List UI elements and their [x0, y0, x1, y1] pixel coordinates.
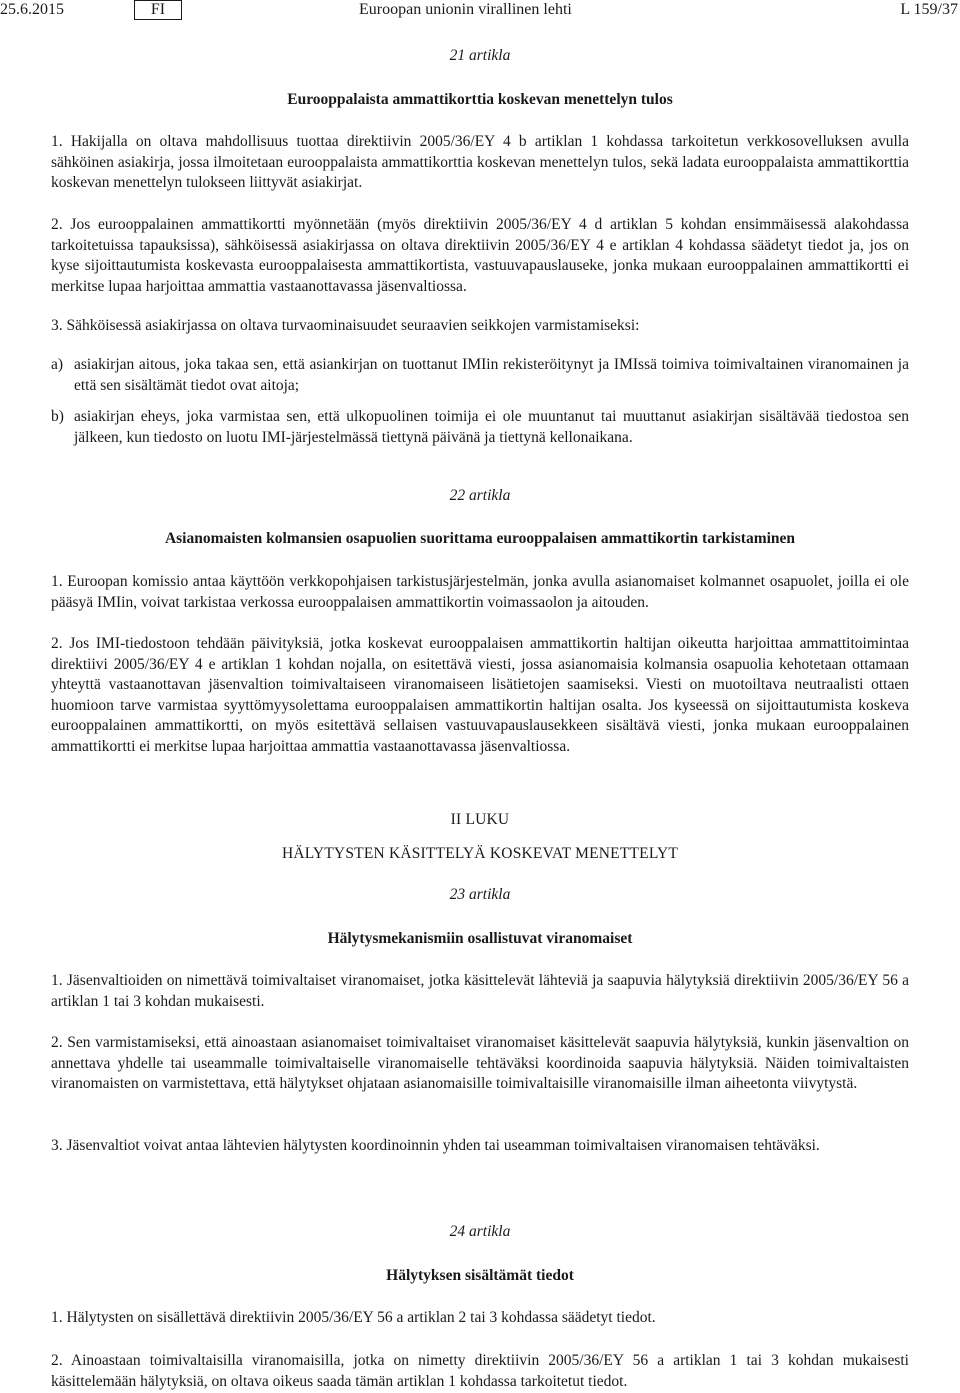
- page-reference: L 159/37: [900, 1, 958, 18]
- journal-title: Euroopan unionin virallinen lehti: [359, 1, 572, 18]
- item-b-text: asiakirjan eheys, joka varmistaa sen, että ulkopuolinen toimija ei ole muuntanut tai muuttanut asiakirjan sisältävää tiedostoa sen jälkeen, kun tiedosto on luotu IMI-järjestelmässä tiettynä päivänä ja tiettynä kellonaikana.: [74, 408, 909, 446]
- chapter-2-title: HÄLYTYSTEN KÄSITTELYÄ KOSKEVAT MENETTELYT: [281, 845, 679, 862]
- item-a-label: a): [51, 356, 64, 373]
- article-24-paragraph-2: 2. Ainoastaan toimivaltaisilla viranomaisilla, jotka on nimetty direktiivin 2005/36/EY 56 a artiklan 1 tai 3 kohdan mukaisesti käsittelemään hälytyksiä, on oltava oikeus saada tämän artiklan 1 kohdassa tarkoitetut tiedot.: [51, 1352, 909, 1390]
- article-21-paragraph-1: 1. Hakijalla on oltava mahdollisuus tuottaa direktiivin 2005/36/EY 4 b artiklan 1 kohdassa tarkoitetun verkkosovelluksen avulla sähköinen asiakirja, jossa ilmoitetaan eurooppalaista ammattikorttia koskevan menettelyn tulos, sekä ladata eurooppalaista ammattikorttia koskevan menettelyn tulokseen liittyvät asiakirjat.: [51, 133, 909, 191]
- article-23-number: 23 artikla: [449, 886, 511, 903]
- article-22-number: 22 artikla: [449, 487, 511, 504]
- publication-date: 25.6.2015: [0, 1, 64, 18]
- article-22-paragraph-1: 1. Euroopan komissio antaa käyttöön verkkopohjaisen tarkistusjärjestelmän, jonka avulla asianomaiset kolmannet osapuolet, joilla ei ole pääsyä IMIin, voivat tarkistaa verkossa eurooppalaisen ammattikortin voimassaolon ja aitouden.: [51, 573, 909, 611]
- chapter-2-number: II LUKU: [450, 811, 510, 828]
- article-23-title: Hälytysmekanismiin osallistuvat viranomaiset: [327, 930, 633, 947]
- article-22-paragraph-2: 2. Jos IMI-tiedostoon tehdään päivityksiä, jotka koskevat eurooppalaisen ammattikortin haltijan oikeutta harjoittaa ammattitoimintaa direktiivi 2005/36/EY 4 e artiklan 1 kohdan nojalla, on esitettävä viesti, jossa asianomaisia kolmansia osapuolia kehotetaan ottamaan yhteyttä vastaanottavan jäsenvaltion toimivaltaiseen viranomaiseen lisätietojen saamiseksi. Viesti on muotoiltava neutraalisti ottaen huomioon tarve varmistaa syyttömyysolettama eurooppalaisen ammattikortin haltijan osalta. Jos kyseessä on sijoittautumista koskeva eurooppalainen ammattikortti, on myös esitettävä sellaisen vastuuvapauslausekkeen sisältävä viesti, jonka mukaan eurooppalainen ammattikortti ei merkitse lupaa harjoittaa ammattia vastaanottavassa jäsenvaltiossa.: [51, 635, 909, 755]
- article-21-title: Eurooppalaista ammattikorttia koskevan menettelyn tulos: [287, 91, 673, 108]
- article-21-paragraph-3: 3. Sähköisessä asiakirjassa on oltava turvaominaisuudet seuraavien seikkojen varmistamiseksi:: [51, 317, 640, 334]
- article-23-paragraph-1: 1. Jäsenvaltioiden on nimettävä toimivaltaiset viranomaiset, jotka käsittelevät lähteviä ja saapuvia hälytyksiä direktiivin 2005/36/EY 56 a artiklan 1 tai 3 kohdan mukaisesti.: [51, 972, 909, 1010]
- language-code-box: FI: [134, 0, 182, 20]
- article-21-paragraph-2: 2. Jos eurooppalainen ammattikortti myönnetään (myös direktiivin 2005/36/EY 4 d artiklan 5 kohdan ensimmäisessä alakohdassa tarkoitetuissa tapauksissa), sähköisessä asiakirjassa on oltava direktiivin 2005/36/EY 4 e artiklan 4 kohdassa säädetyt tiedot ja, jos on kyse sijoittautumista koskevasta eurooppalaisesta ammattikortista, vastuuvapauslauseke, jonka mukaan eurooppalainen ammattikortti ei merkitse lupaa harjoittaa ammattia vastaanottavassa jäsenvaltiossa.: [51, 216, 909, 295]
- item-b-label: b): [51, 408, 64, 425]
- article-24-title: Hälytyksen sisältämät tiedot: [386, 1267, 574, 1284]
- article-22-title: Asianomaisten kolmansien osapuolien suorittama eurooppalaisen ammattikortin tarkistaminen: [164, 530, 796, 547]
- article-21-item-b: [51, 407, 909, 448]
- article-23-paragraph-3: 3. Jäsenvaltiot voivat antaa lähtevien hälytysten koordinoinnin yhden tai useamman toimivaltaisen viranomaisen tehtäväksi.: [51, 1137, 820, 1154]
- page-header: [0, 0, 960, 20]
- article-24-paragraph-1: 1. Hälytysten on sisällettävä direktiivin 2005/36/EY 56 a artiklan 2 tai 3 kohdassa säädetyt tiedot.: [51, 1309, 656, 1326]
- article-24-number: 24 artikla: [449, 1223, 511, 1240]
- article-21-item-a: [51, 355, 909, 396]
- article-21-number: 21 artikla: [449, 47, 511, 64]
- item-a-text: asiakirjan aitous, joka takaa sen, että asiankirjan on tuottanut IMIin rekisteröitynyt ja IMIssä toimiva toimivaltainen viranomainen ja että sen sisältämät tiedot ovat aitoja;: [74, 356, 909, 394]
- article-23-paragraph-2: 2. Sen varmistamiseksi, että ainoastaan asianomaiset toimivaltaiset viranomaiset käsittelevät saapuvia hälytyksiä, kunkin jäsenvaltion on annettava yhdelle tai useammalle toimivaltaiselle viranomaiselle tehtäväksi koordinoida saapuvia hälytyksiä. Näiden toimivaltaisten viranomaisten on varmistettava, että hälytykset ohjataan asianomaisille toimivaltaisille viranomaisille ilman aiheetonta viivytystä.: [51, 1034, 909, 1092]
